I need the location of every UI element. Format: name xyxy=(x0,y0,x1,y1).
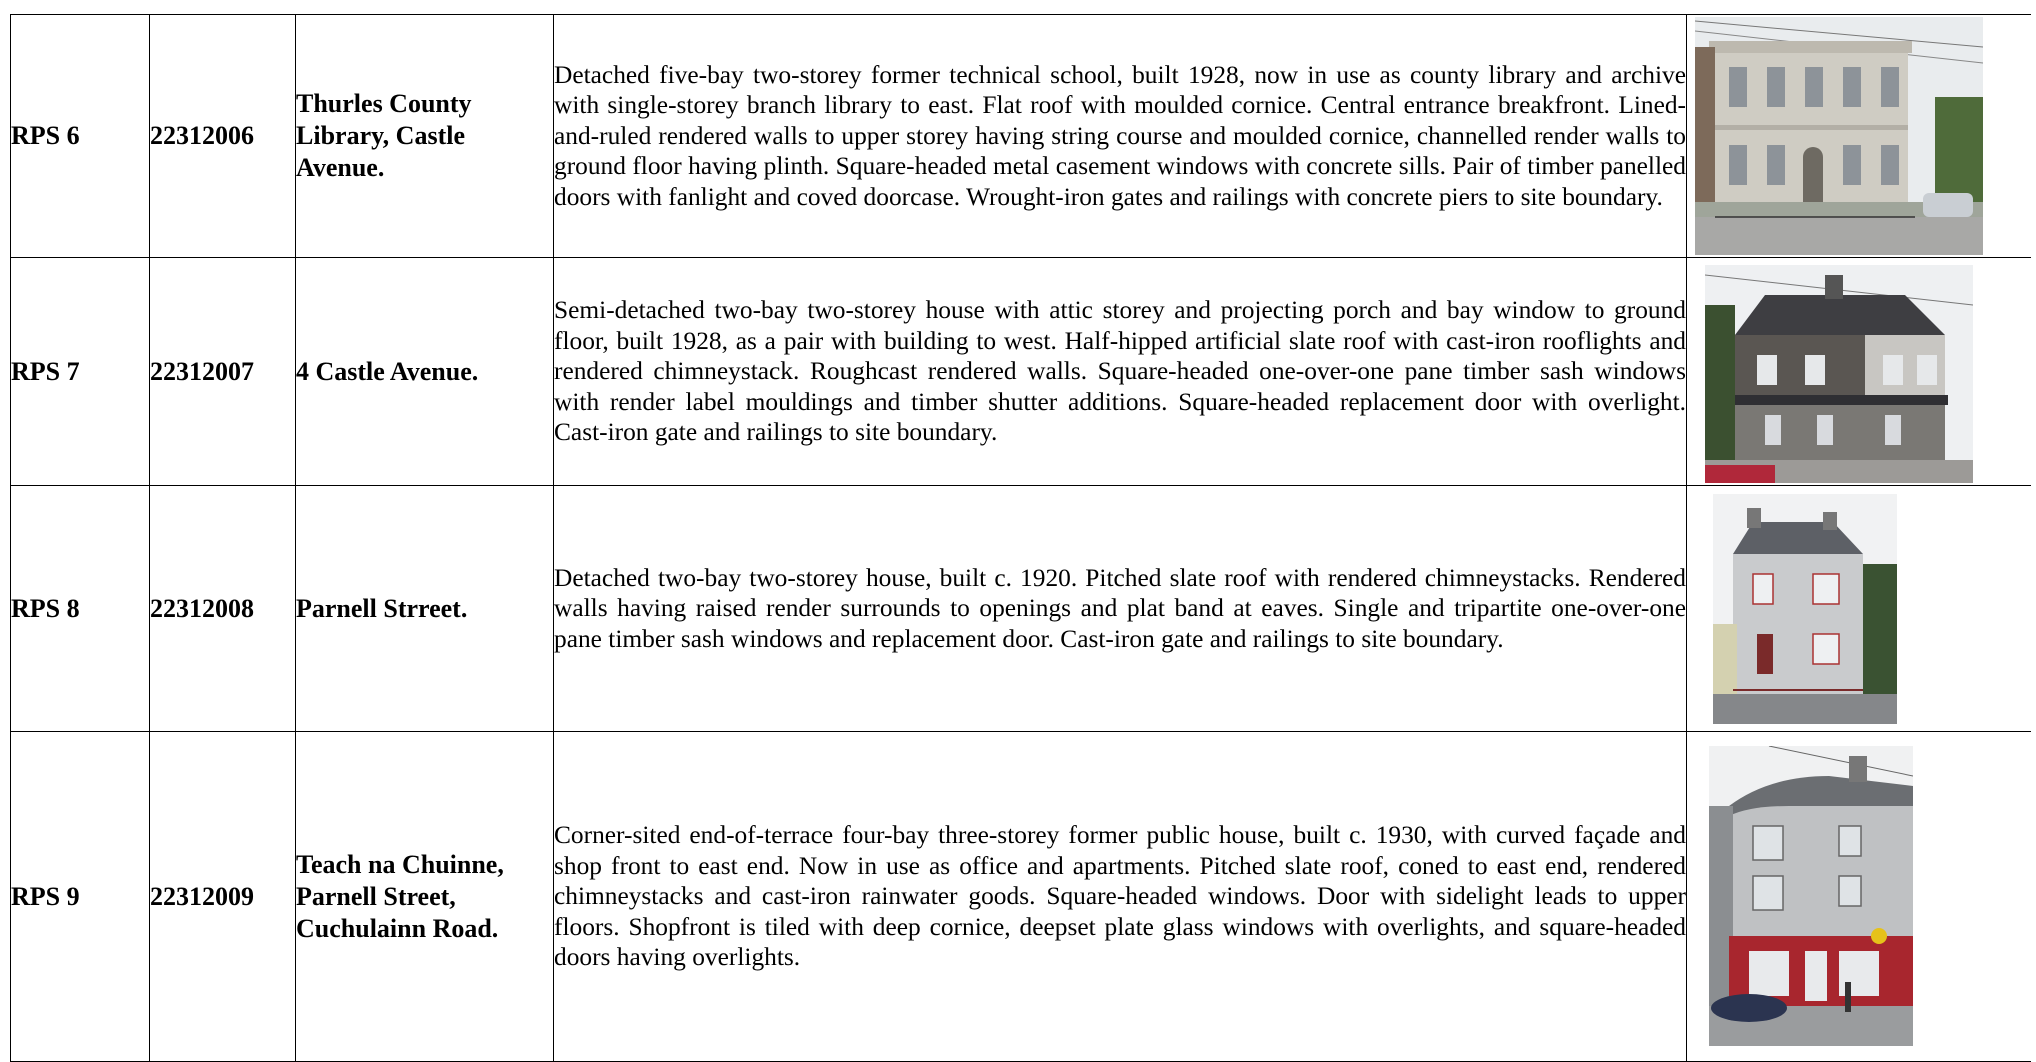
registry-number: 22312007 xyxy=(150,258,296,486)
table-row xyxy=(11,486,2031,732)
table-row xyxy=(11,15,2031,258)
registry-number: 22312006 xyxy=(150,15,296,258)
rps-number: RPS 8 xyxy=(11,486,150,732)
building-photo xyxy=(1713,494,1897,724)
structure-description: Corner-sited end-of-terrace four-bay three-storey former public house, built c. 1930, with curved façade and shop front to east end. Now in use as office and apartments. Pitched slate roof, coned to east end, rendered chimneystacks and cast-iron rainwater goods. Square-headed windows. Door with sidelight leads to upper floors. Shopfront is tiled with deep cornice, deepset plate glass windows with overlights, and square-headed doors having overlights. xyxy=(554,732,1687,1062)
building-photo xyxy=(1709,746,1913,1046)
table-row xyxy=(11,258,2031,486)
structure-description: Detached two-bay two-storey house, built c. 1920. Pitched slate roof with rendered chimneystacks. Rendered walls having raised render surrounds to openings and plat band at eaves. Single and tripartite one-over-one pane timber sash windows and replacement door. Cast-iron gate and railings to site boundary. xyxy=(554,486,1687,732)
structure-description: Detached five-bay two-storey former technical school, built 1928, now in use as county library and archive with single-storey branch library to east. Flat roof with moulded cornice. Central entrance breakfront. Lined-and-ruled rendered walls to upper storey having string course and moulded cornice, channelled render walls to ground floor having plinth. Square-headed metal casement windows with concrete sills. Pair of timber panelled doors with fanlight and coved doorcase. Wrought-iron gates and railings with concrete piers to site boundary. xyxy=(554,15,1687,258)
structure-name: 4 Castle Avenue. xyxy=(296,258,554,486)
photo-cell xyxy=(1687,15,2031,258)
rps-number: RPS 7 xyxy=(11,258,150,486)
photo-cell xyxy=(1687,258,2031,486)
structure-name: Parnell Strreet. xyxy=(296,486,554,732)
building-photo xyxy=(1705,265,1973,483)
structure-name: Thurles County Library, Castle Avenue. xyxy=(296,15,554,258)
table-row xyxy=(11,732,2031,1062)
registry-number: 22312008 xyxy=(150,486,296,732)
rps-number: RPS 9 xyxy=(11,732,150,1062)
photo-cell xyxy=(1687,486,2031,732)
structure-name: Teach na Chuinne, Parnell Street, Cuchulainn Road. xyxy=(296,732,554,1062)
structure-description: Semi-detached two-bay two-storey house with attic storey and projecting porch and bay window to ground floor, built 1928, as a pair with building to west. Half-hipped artificial slate roof with cast-iron rooflights and rendered chimneystack. Roughcast rendered walls. Square-headed one-over-one pane timber sash windows with render label mouldings and timber shutter additions. Square-headed replacement door with overlight. Cast-iron gate and railings to site boundary. xyxy=(554,258,1687,486)
rps-number: RPS 6 xyxy=(11,15,150,258)
photo-cell xyxy=(1687,732,2031,1062)
building-photo xyxy=(1695,17,1983,255)
protected-structures-table xyxy=(10,14,2031,1062)
registry-number: 22312009 xyxy=(150,732,296,1062)
